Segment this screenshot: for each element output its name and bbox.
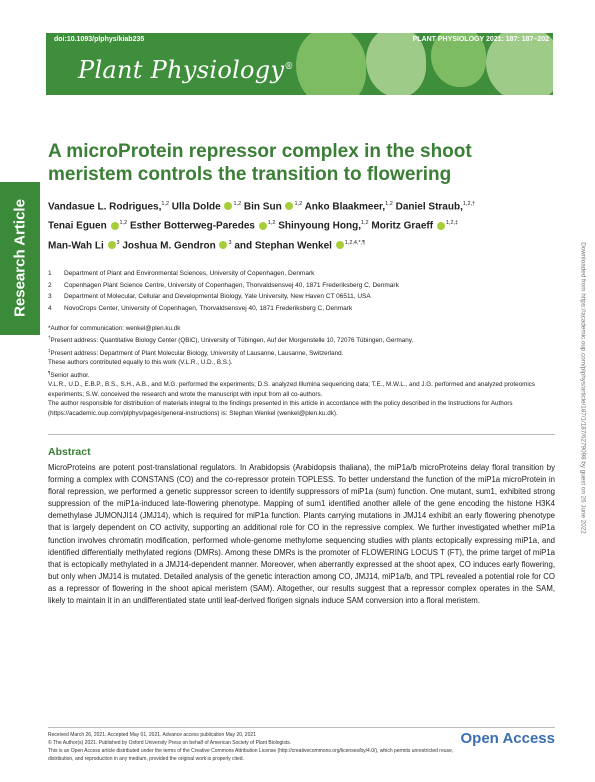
author-affil: 1,2 (294, 201, 303, 207)
note-mark: ‡ (48, 347, 51, 353)
article-type-label: Research Article (11, 199, 29, 317)
author-affil: 1,2,4,*,¶ (344, 239, 366, 246)
author-affil: 1,2 (119, 220, 128, 227)
journal-reference: PLANT PHYSIOLOGY 2021: 187: 187–202 (412, 36, 549, 43)
open-access-badge: Open Access (460, 730, 555, 747)
affiliation-text: Department of Plant and Environmental Sciences, University of Copenhagen, Denmark (64, 270, 315, 277)
abstract-text: MicroProteins are potent post-translational regulators. In Arabidopsis (Arabidopsis thaliana), the miP1a/b microProteins delay floral transition by forming a complex with CONSTANS (CO) and the co-repressor protein TOPLESS. To better understand the function of the miP1a microProtein in floral repression, we performed a genetic suppressor screen to identify suppressors of miP1a (sum) function. One mutant, sum1, exhibited strong suppression of the miP1a-induced late-flowering phenotype. Mapping of sum1 identified another allele of the gene encoding the histone H3K4 demethylase JUMONJI14 (JMJ14), which is required for miP1a function. Plants carrying mutations in JMJ14 exhibit an early flowering phenotype that is largely dependent on CO activity, supporting an additional role for CO in the repressive complex. We further investigated whether miP1a function involves chromatin modification, performed whole-genome methylome sequencing studies with plants ectopically expressing miP1a, and identified differentially methylated regions (DMRs). Among these DMRs is the promoter of FLOWERING LOCUS T (FT), the prime target of miP1a that is ectopically methylated in a JMJ14-dependent manner. Moreover, when aberrantly expressed at the shoot apex, CO induces early flowering, but only when JMJ14 is mutated. Detailed analysis of the genetic interaction among CO, JMJ14, miP1a/b, and TPL revealed a potential role for CO as a repressor of flowering in the shoot apical meristem (SAM). Altogether, our results suggest that a repressor complex operates in the SAM, likely to maintain it in an undifferentiated state until leaf-derived florigen signals induce SAM conversion into a floral meristem. (48, 463, 555, 606)
article-title: A microProtein repressor complex in the shoot meristem controls the transition to flowering (48, 141, 472, 185)
registered-mark: ® (284, 62, 294, 72)
divider (48, 727, 555, 728)
article-type-tab (0, 182, 40, 335)
footer (48, 731, 468, 763)
correspondence-note: *Author for communication: wenkel@plen.ku.dk (48, 325, 181, 332)
equal-contribution-note: These authors contributed equally to this work (V.L.R., U.D., B.S.). (48, 359, 233, 367)
affiliation (48, 280, 548, 292)
orcid-icon[interactable] (219, 241, 227, 249)
present-address-note (48, 333, 555, 346)
orcid-icon[interactable] (259, 222, 267, 230)
author-affil: 3 (228, 239, 232, 246)
responsible-author-note: The author responsible for distribution of materials integral to the findings presented in this article in accordance with the policy described in the Instructions for Authors (https://academic.oup.com/plphys/pages/general-instructions) is: Stephan Wenkel (wenkel@plen.ku.dk). (48, 400, 513, 417)
orcid-icon[interactable] (108, 241, 116, 249)
affiliation-text: NovoCrops Center, University of Copenhagen, Thorvaldsensvej 40, 1871 Frederiksberg C, Denmark (64, 304, 353, 312)
note-mark: ¶ (48, 369, 51, 375)
author-name: Daniel Straub, (395, 201, 463, 213)
author-affil: 3 (116, 239, 120, 246)
senior-author-note (48, 368, 555, 381)
author-name: Moritz Graeff (371, 220, 434, 232)
affiliation-number: 3 (48, 293, 52, 301)
author-name: Shinyoung Hong, (278, 220, 361, 232)
download-note (578, 198, 588, 578)
license: This is an Open Access article distributed under the terms of the Creative Commons Attribution License (http://creativecommons.org/licenses/by/4.0/), which permits unrestricted reuse, distribution, and reproduction in any medium, provided the original work is properly cited. (48, 748, 454, 762)
author-notes (48, 324, 555, 418)
note-text: Senior author. (50, 371, 90, 379)
logo-text: Plant Physiology (78, 56, 285, 84)
author-name: Anko Blaakmeer, (304, 201, 386, 213)
author-name: Esther Botterweg-Paredes (129, 220, 255, 232)
affiliation (48, 291, 548, 303)
orcid-icon[interactable] (224, 202, 232, 210)
note-text: Present address: Quantitative Biology Center (QBiC), University of Tübingen, Auf der Morgenstelle 10, 72076 Tübingen, Germany. (50, 337, 414, 345)
abstract-heading: Abstract (48, 446, 91, 458)
author-name: Ulla Dolde (171, 201, 221, 213)
author-affil: 1,2,† (462, 201, 476, 207)
copyright: © The Author(s) 2021. Published by Oxford University Press on behalf of American Society of Plant Biologists. (48, 740, 292, 746)
author-name: Bin Sun (243, 201, 282, 213)
divider (48, 434, 555, 435)
author-affil: 1,2 (161, 201, 170, 207)
author-list (48, 196, 548, 254)
author-affil: 1,2 (360, 220, 369, 227)
orcid-icon[interactable] (285, 202, 293, 210)
affiliation (48, 303, 548, 315)
received-dates: Received March 26, 2021. Accepted May 01, 2021. Advance access publication May 20, 2021 (48, 732, 256, 738)
author-name: Man-Wah Li (48, 239, 104, 251)
orcid-icon[interactable] (336, 241, 344, 249)
present-address-note (48, 346, 555, 359)
author-name: Joshua M. Gendron (122, 239, 216, 251)
orcid-icon[interactable] (437, 222, 445, 230)
author-affil: 1,2 (385, 201, 393, 207)
author-affil: 1,2 (233, 201, 242, 207)
author-affil: 1,2,‡ (445, 220, 459, 227)
affiliation (48, 268, 548, 280)
note-mark: † (48, 335, 51, 341)
leaf-decoration (296, 33, 366, 95)
download-note-text: Downloaded from https://academic.oup.com/plphys/article/187/1/187/6279098 by guest on 26 June 2022 (579, 242, 587, 534)
author-name: Tenai Eguen (48, 220, 107, 232)
affiliation-text: Department of Molecular, Cellular and Developmental Biology, Yale University, New Haven CT 06511, USA (64, 293, 371, 301)
author-affil: 1,2 (267, 220, 276, 227)
affiliation-list (48, 268, 548, 314)
doi-link[interactable]: doi:10.1093/plphys/kiab235 (54, 36, 145, 43)
author-name: Vandasue L. Rodrigues, (48, 201, 162, 213)
affiliation-number: 4 (48, 304, 52, 312)
affiliation-text: Copenhagen Plant Science Centre, University of Copenhagen, Thorvaldsensvej 40, 1871 Frederiksberg C, Denmark (64, 281, 399, 289)
note-text: Present address: Department of Plant Molecular Biology, University of Lausanne, Lausanne, Switzerland. (50, 350, 344, 357)
author-name: and Stephan Wenkel (234, 239, 332, 251)
journal-logo (78, 56, 294, 84)
affiliation-number: 1 (48, 270, 52, 277)
orcid-icon[interactable] (111, 222, 119, 230)
affiliation-number: 2 (48, 281, 52, 289)
contribution-note: V.L.R., U.D., E.B.P., B.S., S.H., A.B., and M.G. performed the experiments; D.S. analyzed Illumina sequencing data; T.E., M.W.L., and J.G. performed and analyzed proteomics experiments; S.W. conceived the research and wrote the manuscript with input from all co-authors. (48, 381, 536, 398)
